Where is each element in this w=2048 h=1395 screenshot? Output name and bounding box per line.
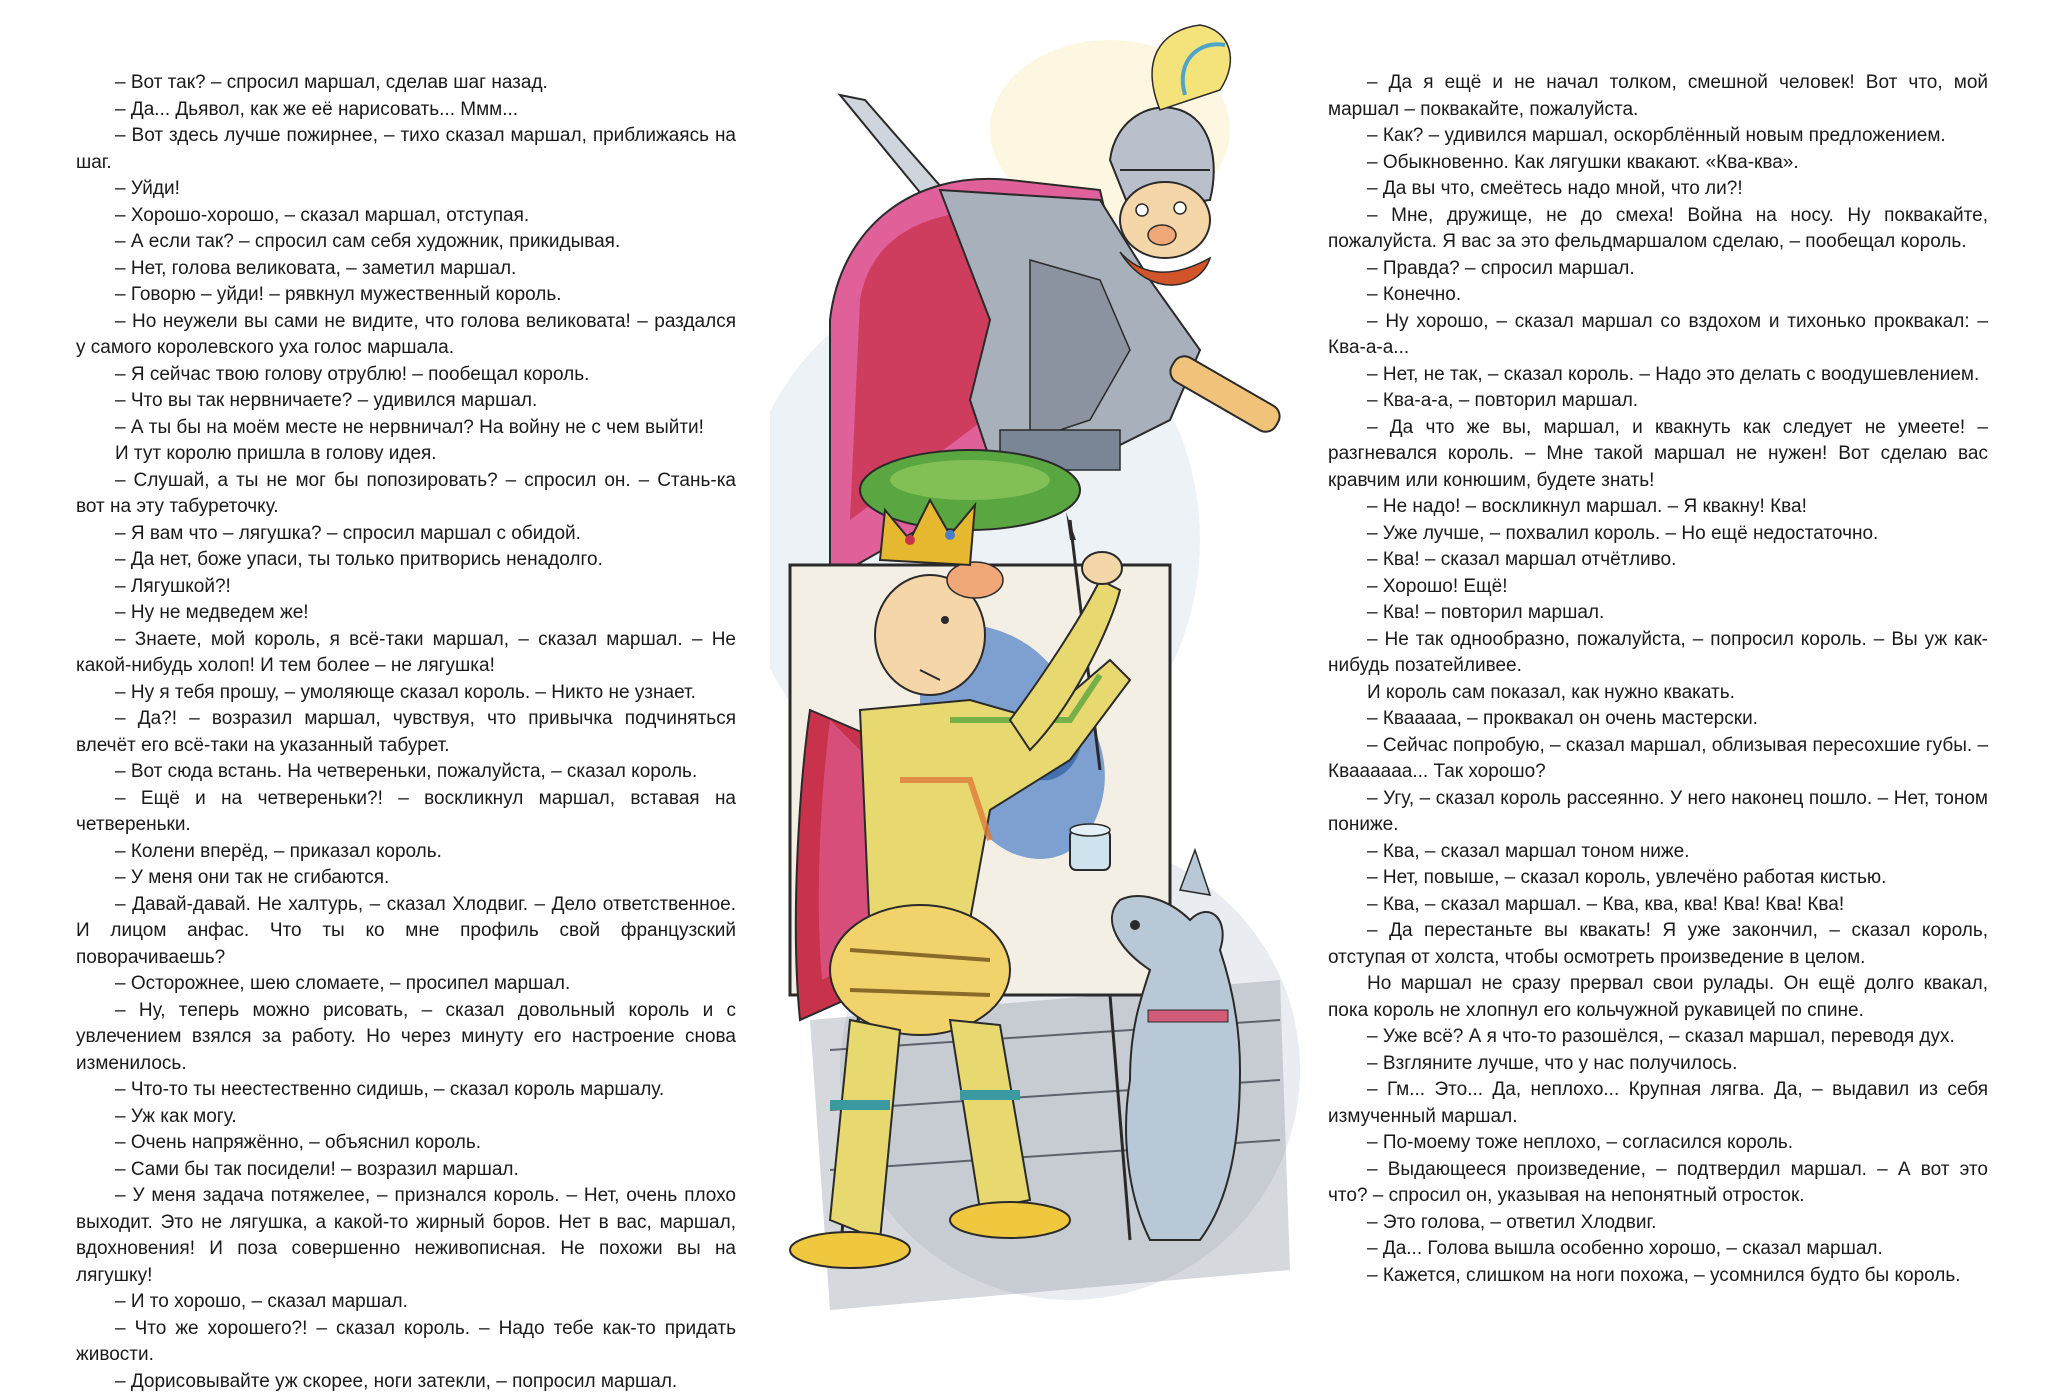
paragraph: – Ну я тебя прошу, – умоляюще сказал король. – Никто не узнает. (76, 680, 736, 707)
right-text-column (1328, 70, 1988, 1289)
mace-icon (1166, 352, 1284, 436)
illustration-king-painting-marshal (770, 20, 1310, 1340)
paint-cup-icon (1070, 824, 1110, 870)
paragraph: Но маршал не сразу прервал свои рулады. Он ещё долго квакал, пока король не хлопнул его кольчужной рукавицей по спине. (1328, 971, 1988, 1024)
paragraph: – Да... Голова вышла особенно хорошо, – сказал маршал. (1328, 1236, 1988, 1263)
paragraph: – Это голова, – ответил Хлодвиг. (1328, 1210, 1988, 1237)
paragraph: – Да что же вы, маршал, и квакнуть как следует не умеете! – разгневался король. – Мне такой маршал не нужен! Вот сделаю вас кравчим или конюшим, будете знать! (1328, 415, 1988, 495)
paragraph: – Говорю – уйди! – рявкнул мужественный король. (76, 282, 736, 309)
paragraph: – Давай-давай. Не халтурь, – сказал Хлодвиг. – Дело ответственное. И лицом анфас. Что ты ко мне профиль свой французский поворачиваешь? (76, 892, 736, 972)
paragraph: – У меня задача потяжелее, – признался король. – Нет, очень плохо выходит. Это не лягушка, а какой-то жирный боров. Нет в вас, маршал, вдохновения! И поза совершенно неживописная. Не похожи вы на лягушку! (76, 1183, 736, 1289)
paragraph: – Нет, не так, – сказал король. – Надо это делать с воодушевлением. (1328, 362, 1988, 389)
paragraph: – Уже лучше, – похвалил король. – Но ещё недостаточно. (1328, 521, 1988, 548)
paragraph: – Ну, теперь можно рисовать, – сказал довольный король и с увлечением взялся за работу. Но через минуту его настроение снова изменилось. (76, 998, 736, 1078)
paragraph: – Колени вперёд, – приказал король. (76, 839, 736, 866)
paragraph: – Ещё и на четвереньки?! – воскликнул маршал, вставая на четвереньки. (76, 786, 736, 839)
paragraph: – Да вы что, смеётесь надо мной, что ли?! (1328, 176, 1988, 203)
paragraph: – Что же хорошего?! – сказал король. – Надо тебе как-то придать живости. (76, 1316, 736, 1369)
paragraph: – Вот так? – спросил маршал, сделав шаг назад. (76, 70, 736, 97)
paragraph: – Вот сюда встань. На четвереньки, пожалуйста, – сказал король. (76, 759, 736, 786)
paragraph: – Сейчас попробую, – сказал маршал, облизывая пересохшие губы. – Кваааааа... Так хорошо? (1328, 733, 1988, 786)
paragraph: – Хорошо! Ещё! (1328, 574, 1988, 601)
paragraph: – Нет, повыше, – сказал король, увлечёно работая кистью. (1328, 865, 1988, 892)
paragraph: – Как? – удивился маршал, оскорблённый новым предложением. (1328, 123, 1988, 150)
paragraph: – Лягушкой?! (76, 574, 736, 601)
paragraph: – Я сейчас твою голову отрублю! – пообещал король. (76, 362, 736, 389)
paragraph: – Дорисовывайте уж скорее, ноги затекли, – попросил маршал. (76, 1369, 736, 1395)
paragraph: – Осторожнее, шею сломаете, – просипел маршал. (76, 971, 736, 998)
paragraph: – Вот здесь лучше пожирнее, – тихо сказал маршал, приближаясь на шаг. (76, 123, 736, 176)
king-breeches-icon (830, 905, 1010, 1035)
paragraph: – Ну хорошо, – сказал маршал со вздохом и тихонько проквакал: – Ква-а-а... (1328, 309, 1988, 362)
paragraph: – Уйди! (76, 176, 736, 203)
paragraph: – Я вам что – лягушка? – спросил маршал с обидой. (76, 521, 736, 548)
left-text-column (76, 70, 736, 1395)
paragraph: – Да... Дьявол, как же её нарисовать... Ммм... (76, 97, 736, 124)
paragraph: – Слушай, а ты не мог бы попозировать? – спросил он. – Стань-ка вот на эту табуреточку. (76, 468, 736, 521)
paragraph: – Правда? – спросил маршал. (1328, 256, 1988, 283)
paragraph: – Ква! – повторил маршал. (1328, 600, 1988, 627)
paragraph: И тут королю пришла в голову идея. (76, 441, 736, 468)
paragraph: – Знаете, мой король, я всё-таки маршал, – сказал маршал. – Не какой-нибудь холоп! И тем более – не лягушка! (76, 627, 736, 680)
paragraph: – Конечно. (1328, 282, 1988, 309)
paragraph: – А если так? – спросил сам себя художник, прикидывая. (76, 229, 736, 256)
paragraph: – Что-то ты неестественно сидишь, – сказал король маршалу. (76, 1077, 736, 1104)
paragraph: – Да?! – возразил маршал, чувствуя, что привычка подчиняться влечёт его всё-таки на указанный табурет. (76, 706, 736, 759)
paragraph: – Но неужели вы сами не видите, что голова великовата! – раздался у самого королевского уха голос маршала. (76, 309, 736, 362)
paragraph: – Кажется, слишком на ноги похожа, – усомнился будто бы король. (1328, 1263, 1988, 1290)
paragraph: – Да нет, боже упаси, ты только притворись ненадолго. (76, 547, 736, 574)
paragraph: – Квааааа, – проквакал он очень мастерски. (1328, 706, 1988, 733)
paragraph: – У меня они так не сгибаются. (76, 865, 736, 892)
paragraph: – Уже всё? А я что-то разошёлся, – сказал маршал, переводя дух. (1328, 1024, 1988, 1051)
paragraph: – Выдающееся произведение, – подтвердил маршал. – А вот это что? – спросил он, указывая на непонятный отросток. (1328, 1157, 1988, 1210)
paragraph: – Взгляните лучше, что у нас получилось. (1328, 1051, 1988, 1078)
paragraph: – Ква-а-а, – повторил маршал. (1328, 388, 1988, 415)
paragraph: И король сам показал, как нужно квакать. (1328, 680, 1988, 707)
paragraph: – Мне, дружище, не до смеха! Война на носу. Ну поквакайте, пожалуйста. Я вас за это фельдмаршалом сделаю, – пообещал король. (1328, 203, 1988, 256)
paragraph: – Очень напряжённо, – объяснил король. (76, 1130, 736, 1157)
paragraph: – И то хорошо, – сказал маршал. (76, 1289, 736, 1316)
paragraph: – Ква, – сказал маршал. – Ква, ква, ква! Ква! Ква! Ква! (1328, 892, 1988, 919)
paragraph: – Да перестаньте вы квакать! Я уже закончил, – сказал король, отступая от холста, чтобы осмотреть произведение в целом. (1328, 918, 1988, 971)
marshal-face-icon (1120, 182, 1210, 285)
paragraph: – Уж как могу. (76, 1104, 736, 1131)
paragraph: – По-моему тоже неплохо, – согласился король. (1328, 1130, 1988, 1157)
paragraph: – Что вы так нервничаете? – удивился маршал. (76, 388, 736, 415)
paragraph: – Не надо! – воскликнул маршал. – Я квакну! Ква! (1328, 494, 1988, 521)
paragraph: – А ты бы на моём месте не нервничал? На войну не с чем выйти! (76, 415, 736, 442)
paragraph: – Да я ещё и не начал толком, смешной человек! Вот что, мой маршал – поквакайте, пожалуйста. (1328, 70, 1988, 123)
paragraph: – Ну не медведем же! (76, 600, 736, 627)
paragraph: – Гм... Это... Да, неплохо... Крупная лягва. Да, – выдавил из себя измученный маршал. (1328, 1077, 1988, 1130)
paragraph: – Угу, – сказал король рассеянно. У него наконец пошло. – Нет, тоном пониже. (1328, 786, 1988, 839)
paragraph: – Обыкновенно. Как лягушки квакают. «Ква-ква». (1328, 150, 1988, 177)
paragraph: – Ква, – сказал маршал тоном ниже. (1328, 839, 1988, 866)
paragraph: – Сами бы так посидели! – возразил маршал. (76, 1157, 736, 1184)
paragraph: – Нет, голова великовата, – заметил маршал. (76, 256, 736, 283)
paragraph: – Ква! – сказал маршал отчётливо. (1328, 547, 1988, 574)
paragraph: – Хорошо-хорошо, – сказал маршал, отступая. (76, 203, 736, 230)
paragraph: – Не так однообразно, пожалуйста, – попросил король. – Вы уж как-нибудь позатейливее. (1328, 627, 1988, 680)
